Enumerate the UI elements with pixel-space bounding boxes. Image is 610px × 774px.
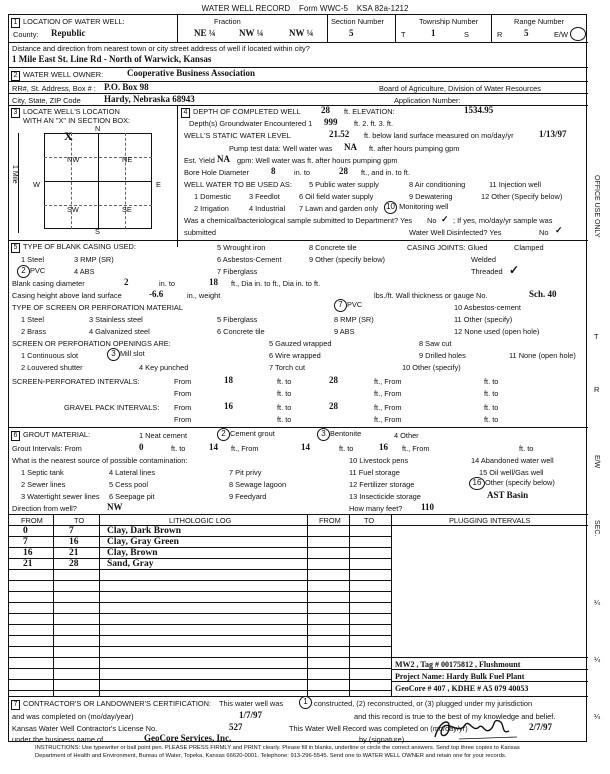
record-date: 2/7/97 xyxy=(529,722,553,732)
threaded-check: ✓ xyxy=(509,263,520,277)
source-cesspool: 5 Cess pool xyxy=(109,480,149,489)
use-lawn: 7 Lawn and garden only xyxy=(299,204,378,213)
log-row-line xyxy=(9,690,391,691)
perf-to2-label: ft. to xyxy=(484,377,499,386)
distance-value: 1 Mile East St. Line Rd - North of Warwick, Kansas xyxy=(12,54,212,64)
sidebar-t: T xyxy=(594,332,599,341)
signature-label: by (signature) xyxy=(359,735,405,744)
screen-concrete: 6 Concrete tile xyxy=(217,327,265,336)
perf-from-label: From xyxy=(174,377,192,386)
gauge-value: Sch. 40 xyxy=(529,289,557,299)
gravel-from-label: From xyxy=(174,403,192,412)
screen-fiberglass: 5 Fiberglass xyxy=(217,315,258,324)
se-quadrant: SE xyxy=(122,205,132,214)
diameter-value: 2 xyxy=(124,277,129,287)
casing-asbestos: 6 Asbestos-Cement xyxy=(217,255,282,264)
range-w-circle xyxy=(570,27,586,41)
gravel-to-value: 28 xyxy=(329,401,338,411)
screen-other: 11 Other (specify) xyxy=(454,315,513,324)
east-label: E xyxy=(156,180,161,189)
casing-fiberglass: 7 Fiberglass xyxy=(217,267,258,276)
cert-text1: This water well was xyxy=(219,699,284,708)
grout-intervals-label: Grout Intervals: From xyxy=(12,444,82,453)
source-other-value: AST Basin xyxy=(487,490,529,500)
log-row-line xyxy=(9,635,391,636)
log-row-line xyxy=(9,679,391,680)
source-watertight: 3 Watertight sewer lines xyxy=(21,492,100,501)
screen-galvanized: 4 Galvanized steel xyxy=(89,327,150,336)
range-label: Range Number xyxy=(514,17,565,26)
log-row-3-desc: Clay, Brown xyxy=(107,548,158,558)
use-irrigation: 2 Irrigation xyxy=(194,204,229,213)
section-7-label: 7 CONTRACTOR'S OR LANDOWNER'S CERTIFICATION: xyxy=(11,699,211,710)
city-label: City, State, ZIP Code xyxy=(12,96,81,105)
gravel-to2-label: ft. to xyxy=(484,403,499,412)
range-value: 5 xyxy=(524,28,529,38)
use-injection: 11 Injection well xyxy=(489,180,542,189)
township-s: S xyxy=(464,30,469,39)
use-domestic: 1 Domestic xyxy=(194,192,231,201)
address-value: P.O. Box 98 xyxy=(104,82,149,92)
source-fertilizer: 12 Fertilizer storage xyxy=(349,480,415,489)
joints-label: CASING JOINTS: Glued xyxy=(407,243,488,252)
log-row-line xyxy=(9,668,391,669)
casing-steel: 1 Steel xyxy=(21,255,45,264)
use-oilfield: 6 Oil field water supply xyxy=(299,192,374,201)
office-use-only: OFFICE USE ONLY xyxy=(593,175,600,238)
screen-stainless: 3 Stainless steel xyxy=(89,315,143,324)
application-label: Application Number: xyxy=(394,96,461,105)
sidebar-quarter-2: ¼ xyxy=(594,655,601,664)
opening-torch: 7 Torch cut xyxy=(269,363,306,372)
screen-brass: 2 Brass xyxy=(21,327,47,336)
log-row-1-desc: Clay, Dark Brown xyxy=(107,526,181,536)
perf-from-value: 18 xyxy=(224,375,233,385)
cert-text2: constructed, (2) reconstructed, or (3) plugged under my jurisdiction xyxy=(314,699,533,708)
section-1-label: 1 LOCATION OF WATER WELL: xyxy=(11,17,125,28)
address-label: RR#, St. Address, Box # : xyxy=(12,84,96,93)
bore-rest: ft., and in. to ft. xyxy=(361,168,410,177)
grout-from-1: 0 xyxy=(139,442,144,452)
completed-label: and was completed on (mo/day/year) xyxy=(12,712,134,721)
log-row-2-from: 7 xyxy=(23,537,28,547)
sidebar-r: R xyxy=(594,385,600,394)
log-row-line xyxy=(9,602,391,603)
gravel-to3-label: ft. to xyxy=(277,415,292,424)
log-row-1-to: 7 xyxy=(69,526,74,536)
openings-label: SCREEN OR PERFORATION OPENINGS ARE: xyxy=(12,339,171,348)
opening-key: 4 Key punched xyxy=(139,363,189,372)
sidebar-quarter-3: ¼ xyxy=(594,712,601,721)
height-label: Casing height above land surface xyxy=(12,291,122,300)
joints-welded: Welded xyxy=(471,255,496,264)
use-industrial: 4 Industrial xyxy=(249,204,286,213)
log-row-line xyxy=(9,536,391,537)
source-fuel: 11 Fuel storage xyxy=(349,468,400,477)
log-header-lithologic: LITHOLOGIC LOG xyxy=(169,516,232,525)
source-other: 16 Other (specify below) xyxy=(469,477,555,490)
bore-label: Bore Hole Diameter xyxy=(184,168,249,177)
bore-in: in. to xyxy=(294,168,311,177)
statute: KSA 82a-1212 xyxy=(356,4,409,13)
groundwater-rest: ft. 2. ft. 3. ft. xyxy=(354,119,394,128)
chem-label: Was a chemical/bacteriological sample submitted to Department? Yes xyxy=(184,216,413,225)
form-body xyxy=(8,14,587,742)
perf-to3-label: ft. to xyxy=(277,389,292,398)
disinfected-check: ✓ xyxy=(555,225,563,235)
grout-bentonite: 3 Bentonite xyxy=(317,428,361,441)
screen-abs: 9 ABS xyxy=(334,327,355,336)
source-seepage: 6 Seepage pit xyxy=(109,492,155,501)
cert-true: and this record is true to the best of my knowledge and belief. xyxy=(354,712,556,721)
source-privy: 7 Pit privy xyxy=(229,468,262,477)
screen-asbestos: 10 Asbestos-cement xyxy=(454,303,521,312)
log-row-line xyxy=(9,624,391,625)
log-row-4-from: 21 xyxy=(23,559,33,569)
static-level-value: 21.52 xyxy=(329,129,350,139)
log-row-2-to: 16 xyxy=(69,537,79,547)
township-t: T xyxy=(401,30,406,39)
opening-continuous: 1 Continuous slot xyxy=(21,351,79,360)
west-label: W xyxy=(33,180,40,189)
log-row-4-desc: Sand, Gray xyxy=(107,559,154,569)
gravel-from3-label: From xyxy=(174,415,192,424)
sidebar-ew: E/W xyxy=(593,455,600,469)
opening-mill: 3 Mill slot xyxy=(107,348,145,361)
diameter-label: Blank casing diameter xyxy=(12,279,85,288)
source-insecticide: 13 Insecticide storage xyxy=(349,492,421,501)
use-monitoring: 10 Monitoring well xyxy=(384,201,448,214)
elevation-label: ft. ELEVATION: xyxy=(344,107,395,116)
grout-to-1: 14 xyxy=(209,442,218,452)
city-value: Hardy, Nebraska 68943 xyxy=(104,94,195,104)
screen-rmp: 8 RMP (SR) xyxy=(334,315,374,324)
log-header-to2: TO xyxy=(364,516,375,525)
range-r: R xyxy=(497,30,503,39)
license-value: 527 xyxy=(229,722,243,732)
opening-louvered: 2 Louvered shutter xyxy=(21,363,83,372)
log-row-line xyxy=(9,580,391,581)
bore-value: 8 xyxy=(271,166,276,176)
grout-other: 4 Other xyxy=(394,431,419,440)
form-number: Form WWC-5 xyxy=(299,4,348,13)
yield-value: NA xyxy=(217,154,230,164)
sw-quadrant: SW xyxy=(67,205,79,214)
section-3-label2: WITH AN "X" IN SECTION BOX: xyxy=(23,116,131,125)
log-row-line xyxy=(9,657,391,658)
cert-constructed-circle: 1 xyxy=(299,696,312,709)
depth-value: 28 xyxy=(321,105,330,115)
direction-label: Direction from well? xyxy=(12,504,77,513)
log-row-line xyxy=(9,646,391,647)
direction-value: NW xyxy=(107,502,123,512)
use-dewatering: 9 Dewatering xyxy=(409,192,453,201)
owner-name: Cooperative Business Association xyxy=(127,68,256,78)
height-rest: in., weight xyxy=(187,291,221,300)
section-4-depth: 4 DEPTH OF COMPLETED WELL xyxy=(181,107,301,118)
log-row-line xyxy=(9,613,391,614)
contamination-label: What is the nearest source of possible contamination: xyxy=(12,456,188,465)
chem-no: No xyxy=(427,216,437,225)
screen-label: TYPE OF SCREEN OR PERFORATION MATERIAL xyxy=(12,303,183,312)
screen-none: 12 None used (open hole) xyxy=(454,327,540,336)
casing-abs: 4 ABS xyxy=(74,267,95,276)
log-note-tag: MW2 , Tag # 00175812 , Flushmount xyxy=(395,660,521,669)
distance-label: Distance and direction from nearest town or city street address of well if located within city? xyxy=(12,44,310,53)
instructions-line2: Department of Health and Environment, Bureau of Water, Topeka, Kansas 66620-0001. Telephone: 913-296-5545. Send one to WATER WELL OWNER and retain one for your records. xyxy=(35,753,507,759)
license-label: Kansas Water Well Contractor's License No. xyxy=(12,724,158,733)
source-sewer: 2 Sewer lines xyxy=(21,480,66,489)
elevation-value: 1534.95 xyxy=(464,105,494,115)
range-ew: E/W xyxy=(554,30,568,39)
chem-no-check: ✓ xyxy=(441,214,449,224)
source-septic: 1 Septic tank xyxy=(21,468,64,477)
diameter-rest: ft., Dia in. to ft., Dia in. to ft. xyxy=(231,279,321,288)
grout-to-label-1: ft. to xyxy=(171,444,186,453)
mile-label: 1 Mile xyxy=(11,165,18,184)
groundwater-label: Depth(s) Groundwater Encountered 1 xyxy=(189,119,313,128)
completed-value: 1/7/97 xyxy=(239,710,263,720)
casing-concrete: 8 Concrete tile xyxy=(309,243,357,252)
log-header-plugging: PLUGGING INTERVALS xyxy=(449,516,531,525)
log-row-1-from: 0 xyxy=(23,526,28,536)
title-text: WATER WELL RECORD xyxy=(201,4,291,13)
instructions-line1: INSTRUCTIONS: Use typewriter or ball point pen. PLEASE PRESS FIRMLY and PRINT clearly. Please fill in blanks, underline or circle the correct answers. Send top three copies to Kansas xyxy=(35,745,520,751)
board-text: Board of Agriculture, Division of Water Resources xyxy=(379,84,541,93)
grout-to-label-2: ft. to xyxy=(339,444,354,453)
log-note-project: Project Name: Hardy Bulk Fuel Plant xyxy=(395,672,525,681)
form-title xyxy=(0,4,610,13)
gravel-to-label: ft. to xyxy=(277,403,292,412)
sidebar-sec: SEC. xyxy=(593,520,600,537)
source-oilwell: 15 Oil well/Gas well xyxy=(479,468,544,477)
screen-steel: 1 Steel xyxy=(21,315,45,324)
diameter-in: in. to xyxy=(159,279,176,288)
disinfected-label: Water Well Disinfected? Yes xyxy=(409,228,502,237)
township-label: Township Number xyxy=(419,17,479,26)
fraction-1: NE ¼ xyxy=(194,28,216,38)
use-air: 8 Air conditioning xyxy=(409,180,466,189)
use-public: 5 Public water supply xyxy=(309,180,379,189)
perforated-label: SCREEN-PERFORATED INTERVALS: xyxy=(12,377,140,386)
fraction-3: NW ¼ xyxy=(289,28,314,38)
north-label: N xyxy=(95,124,101,133)
county-value: Republic xyxy=(51,28,86,38)
perf-to-value: 28 xyxy=(329,375,338,385)
yield-rest: gpm: Well water was ft. after hours pumping gpm xyxy=(237,156,398,165)
log-row-line xyxy=(9,591,391,592)
business-value: GeoCore Services, Inc. xyxy=(144,733,232,743)
diameter-to: 18 xyxy=(209,277,218,287)
source-lagoon: 8 Sewage lagoon xyxy=(229,480,287,489)
feet-label: How many feet? xyxy=(349,504,403,513)
pump-value: NA xyxy=(344,142,357,152)
screen-pvc: 7 PVC xyxy=(334,299,362,312)
use-label: WELL WATER TO BE USED AS: xyxy=(184,180,292,189)
casing-pvc: 2 PVC xyxy=(17,265,45,278)
source-lateral: 4 Lateral lines xyxy=(109,468,156,477)
fraction-2: NW ¼ xyxy=(239,28,264,38)
pump-label: Pump test data: Well water was xyxy=(229,144,333,153)
log-note-geocore: GeoCore # 407 , KDHE # A5 079 40053 xyxy=(395,684,529,693)
log-row-line xyxy=(9,558,391,559)
groundwater-value: 999 xyxy=(324,117,338,127)
bore-to: 28 xyxy=(339,166,348,176)
static-date: 1/13/97 xyxy=(539,129,567,139)
joints-threaded: Threaded xyxy=(471,267,503,276)
perf-to4-label: ft. to xyxy=(484,389,499,398)
township-value: 1 xyxy=(431,28,436,38)
opening-wire: 6 Wire wrapped xyxy=(269,351,321,360)
yield-label: Est. Yield xyxy=(184,156,215,165)
gravel-label: GRAVEL PACK INTERVALS: xyxy=(64,403,160,412)
static-level-rest: ft. below land surface measured on mo/day/yr xyxy=(364,131,514,140)
source-livestock: 10 Livestock pens xyxy=(349,456,409,465)
note-line xyxy=(391,681,588,682)
casing-wrought: 5 Wrought iron xyxy=(217,243,266,252)
gravel-from2-label: ft., From xyxy=(374,403,402,412)
note-line xyxy=(391,669,588,670)
static-level-label: WELL'S STATIC WATER LEVEL xyxy=(184,131,291,140)
log-header-from2: FROM xyxy=(319,516,341,525)
perf-from4-label: ft., From xyxy=(374,389,402,398)
ne-quadrant: NE xyxy=(122,155,133,164)
sidebar-quarter-1: ¼ xyxy=(594,598,601,607)
log-row-line xyxy=(9,547,391,548)
disinfected-no: No xyxy=(539,228,549,237)
grout-to-label-3: ft. to xyxy=(519,444,534,453)
county-label: County: xyxy=(13,30,39,39)
business-label: under the business name of xyxy=(12,735,104,744)
pump-rest: ft. after hours pumping gpm xyxy=(369,144,460,153)
perf-from2-label: ft., From xyxy=(374,377,402,386)
record-label: This Water Well Record was completed on (mo/day/yr) xyxy=(289,724,468,733)
source-abandoned: 14 Abandoned water well xyxy=(471,456,554,465)
casing-other: 9 Other (specify below) xyxy=(309,255,385,264)
joints-clamped: Clamped xyxy=(514,243,544,252)
gravel-from4-label: ft., From xyxy=(374,415,402,424)
log-row-line xyxy=(9,569,391,570)
section-3-label: 3 LOCATE WELL'S LOCATION xyxy=(11,107,120,118)
perf-to-label: ft. to xyxy=(277,377,292,386)
opening-drilled: 9 Drilled holes xyxy=(419,351,466,360)
casing-rmp: 3 RMP (SR) xyxy=(74,255,114,264)
source-feedyard: 9 Feedyard xyxy=(229,492,267,501)
nw-quadrant: NW xyxy=(67,155,80,164)
use-other: 12 Other (Specify below) xyxy=(481,192,563,201)
grout-from-label-3: ft., From xyxy=(402,444,430,453)
log-row-3-to: 21 xyxy=(69,548,79,558)
opening-gauzed: 5 Gauzed wrapped xyxy=(269,339,332,348)
feet-value: 110 xyxy=(421,502,435,512)
section-number-value: 5 xyxy=(349,28,354,38)
grout-from-2: 14 xyxy=(301,442,310,452)
log-row-4-to: 28 xyxy=(69,559,79,569)
log-row-2-desc: Clay, Gray Green xyxy=(107,537,179,547)
x-mark: X xyxy=(64,129,73,143)
use-feedlot: 3 Feedlot xyxy=(249,192,280,201)
grout-from-label-2: ft., From xyxy=(231,444,259,453)
submitted-label: submitted xyxy=(184,228,217,237)
fraction-label: Fraction xyxy=(214,17,241,26)
log-header-from: FROM xyxy=(21,516,43,525)
log-header-to: TO xyxy=(74,516,85,525)
section-6-label: 6 GROUT MATERIAL: xyxy=(11,430,90,441)
grout-to-2: 16 xyxy=(379,442,388,452)
opening-other: 10 Other (specify) xyxy=(402,363,461,372)
section-2-label: 2 WATER WELL OWNER: xyxy=(11,70,103,81)
perf-from3-label: From xyxy=(174,389,192,398)
log-row-3-from: 16 xyxy=(23,548,33,558)
gravel-to4-label: ft. to xyxy=(484,415,499,424)
weight-label: lbs./ft. Wall thickness or gauge No. xyxy=(374,291,488,300)
gravel-from-value: 16 xyxy=(224,401,233,411)
grout-cement: 2 Cement grout xyxy=(217,428,275,441)
opening-none: 11 None (open hole) xyxy=(509,351,576,360)
note-top-line xyxy=(391,657,588,658)
height-value: -6.6 xyxy=(149,289,164,299)
signature-image xyxy=(429,713,524,743)
south-label: S xyxy=(95,227,100,236)
grout-neat: 1 Neat cement xyxy=(139,431,188,440)
chem-rest: ; If yes, mo/day/yr sample was xyxy=(453,216,553,225)
section-5-label: 5 TYPE OF BLANK CASING USED: xyxy=(11,242,136,253)
opening-saw: 8 Saw cut xyxy=(419,339,452,348)
section-number-label: Section Number xyxy=(331,17,384,26)
